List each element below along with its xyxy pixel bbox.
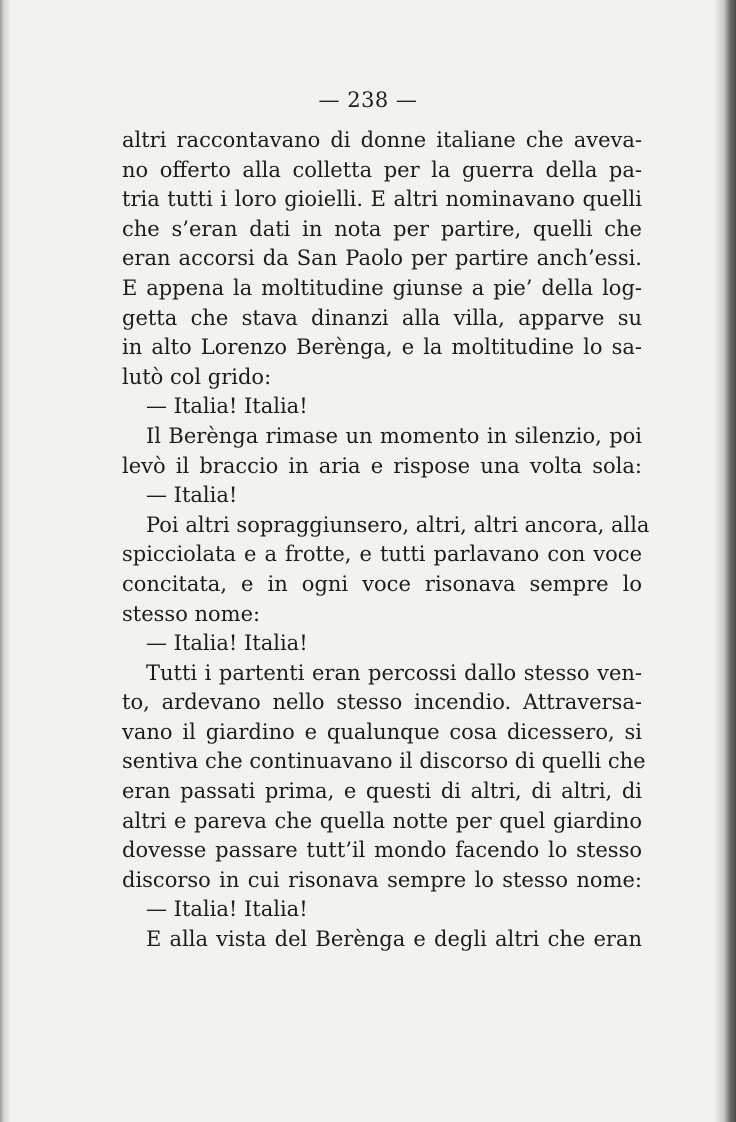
text-line: — Italia! xyxy=(146,483,238,508)
body-text xyxy=(122,126,650,955)
text-line: spicciolata e a frotte, e tutti parlavano con voce xyxy=(122,542,642,567)
text-line: E appena la moltitudine giunse a pie’ della log- xyxy=(122,275,642,300)
text-line: altri raccontavano di donne italiane che aveva- xyxy=(122,128,642,152)
text-line: altri e pareva che quella notte per quel giardino xyxy=(122,808,642,833)
text-line: no offerto alla colletta per la guerra della pa- xyxy=(122,157,642,182)
text-line: eran accorsi da San Paolo per partire anch’essi. xyxy=(122,246,642,271)
text-line: lutò col grido: xyxy=(122,364,272,389)
text-line: getta che stava dinanzi alla villa, apparve su xyxy=(122,305,642,330)
text-line: discorso in cui risonava sempre lo stesso nome: xyxy=(122,867,642,892)
text-line: concitata, e in ogni voce risonava sempre lo xyxy=(122,571,642,596)
text-line: Il Berènga rimase un momento in silenzio, poi xyxy=(146,423,642,448)
text-line: vano il giardino e qualunque cosa dicessero, si xyxy=(122,719,642,744)
text-line: sentiva che continuavano il discorso di quelli che xyxy=(122,749,646,774)
text-line: to, ardevano nello stesso incendio. Attraversa- xyxy=(122,690,642,715)
text-line: Poi altri sopraggiunsero, altri, altri ancora, alla xyxy=(146,512,650,537)
text-line: Tutti i partenti eran percossi dallo stesso ven- xyxy=(146,660,642,685)
text-line: eran passati prima, e questi di altri, di altri, di xyxy=(122,779,642,804)
page-right-edge xyxy=(714,0,736,1122)
text-line: in alto Lorenzo Berènga, e la moltitudine lo sa- xyxy=(122,335,642,360)
text-line: stesso nome: xyxy=(122,601,261,626)
page-number: — 238 — xyxy=(318,88,418,112)
page-left-edge xyxy=(0,0,10,1122)
text-line: dovesse passare tutt’il mondo facendo lo stesso xyxy=(122,838,642,863)
text-line: — Italia! Italia! xyxy=(146,394,308,419)
text-line: — Italia! Italia! xyxy=(146,631,308,656)
text-line: E alla vista del Berènga e degli altri che eran xyxy=(146,927,642,952)
text-line: che s’eran dati in nota per partire, quelli che xyxy=(122,216,642,241)
text-line: — Italia! Italia! xyxy=(146,897,308,922)
text-line: tria tutti i loro gioielli. E altri nominavano quelli xyxy=(122,187,642,212)
text-line: levò il braccio in aria e rispose una volta sola: xyxy=(122,453,642,478)
